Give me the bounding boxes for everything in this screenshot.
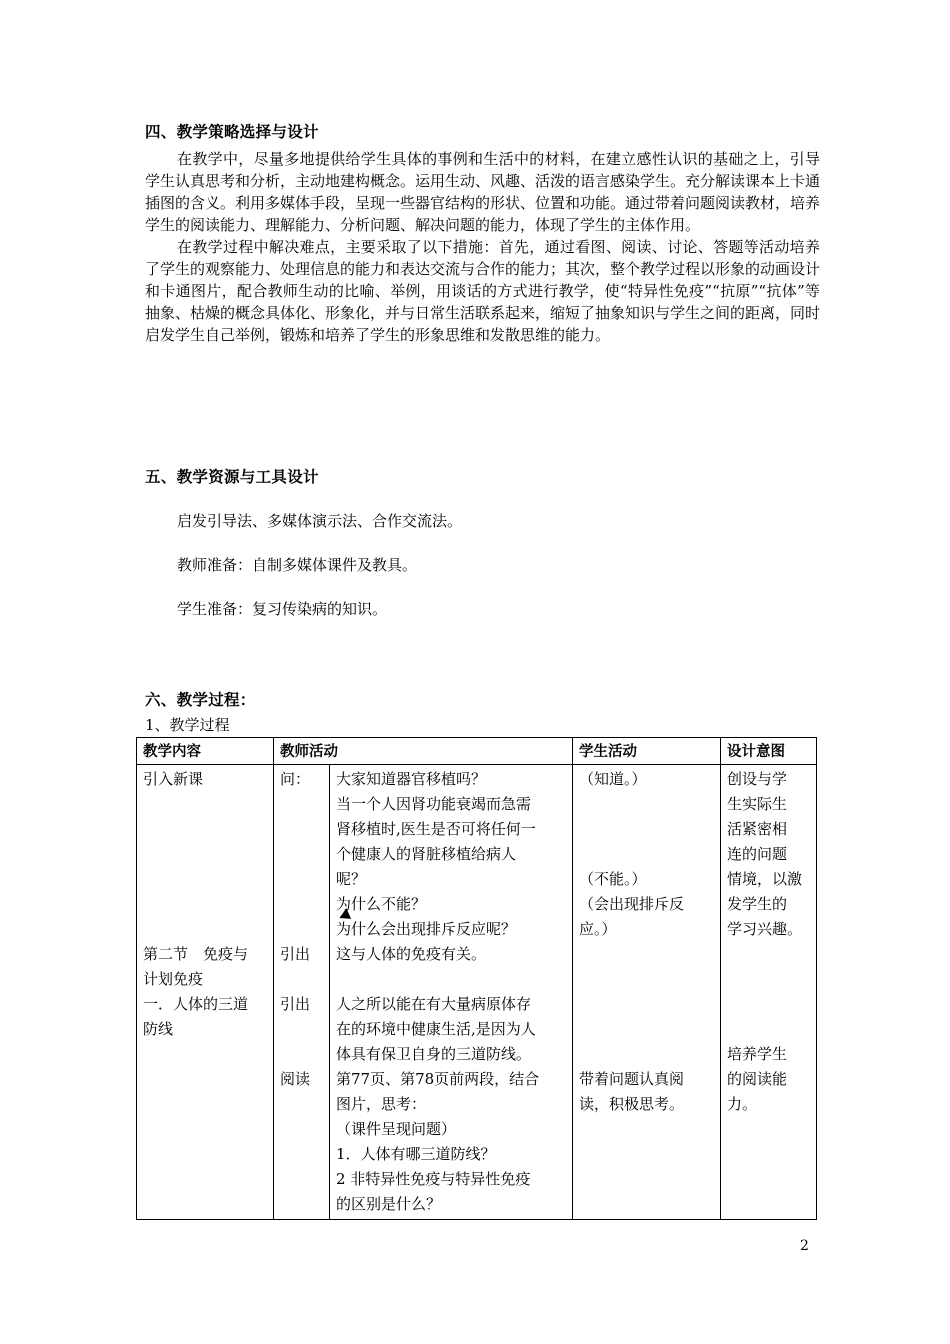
- cell-student-text: （知道。） （不能。） （会出现排斥反 应。） 带着问题认真阅 读，积极思考。: [579, 770, 685, 1113]
- table-row: [137, 765, 817, 1220]
- cell-student: [573, 765, 721, 1220]
- cell-teacher: [330, 765, 573, 1220]
- cell-action-text: 问： 引出 引出 阅读: [280, 770, 311, 1088]
- table-header-row: [137, 738, 817, 765]
- teaching-process-table: [136, 737, 817, 1220]
- cell-action: [274, 765, 330, 1220]
- cell-teacher-text: 大家知道器官移植吗？ 当一个人因肾功能衰竭而急需 肾移植时,医生是否可将任何一 个健康人的肾脏移植给病人 呢？ 为什么不能？ 为什么会出现排斥反应呢？ 这与人体的免疫有关。 人之所以能在有大量病原体存 在的环境中健康生活,是因为人 体具有保卫自身的三道防线。 第77页、第78页前两段，结合 图片，思考： （课件呈现问题） 1．人体有哪三道防线？ 2 非特异性免疫与特异性免疫 的区别是什么？: [336, 770, 540, 1213]
- section5-heading: 五、教学资源与工具设计: [145, 467, 319, 486]
- cell-intent-text: 创设与学 生实际生 活紧密相 连的问题 情境，以激 发学生的 学习兴趣。 培养学生 的阅读能 力。: [727, 770, 803, 1113]
- header-content: 教学内容: [137, 738, 274, 765]
- section6-heading: 六、教学过程：: [145, 690, 256, 709]
- cell-content-text: 引入新课 第二节 免疫与 计划免疫 一．人体的三道 防线: [143, 770, 249, 1038]
- header-teacher: 教师活动: [274, 738, 573, 765]
- section4-body: [145, 148, 820, 346]
- cell-intent: [721, 765, 817, 1220]
- section5-teacher-prep: 教师准备：自制多媒体课件及教具。: [177, 556, 418, 574]
- page-number: 2: [800, 1238, 809, 1254]
- header-student: 学生活动: [573, 738, 721, 765]
- section4-paragraph-2: 在教学过程中解决难点，主要采取了以下措施：首先，通过看图、阅读、讨论、答题等活动培养了学生的观察能力、处理信息的能力和表达交流与合作的能力；其次，整个教学过程以形象的动画设计和卡通图片，配合教师生动的比喻、举例，用谈话的方式进行教学，使“特异性免疫”“抗原”“抗体”等抽象、枯燥的概念具体化、形象化，并与日常生活联系起来，缩短了抽象知识与学生之间的距离，同时启发学生自己举例，锻炼和培养了学生的形象思维和发散思维的能力。: [145, 238, 821, 344]
- header-intent: 设计意图: [721, 738, 817, 765]
- section4-paragraph-1: 在教学中，尽量多地提供给学生具体的事例和生活中的材料，在建立感性认识的基础之上，引导学生认真思考和分析，主动地建构概念。运用生动、风趣、活泼的语言感染学生。充分解读课本上卡通插图的含义。利用多媒体手段，呈现一些器官结构的形状、位置和功能。通过带着问题阅读教材，培养学生的阅读能力、理解能力、分析问题、解决问题的能力，体现了学生的主体作用。: [145, 150, 821, 234]
- section6-subtitle: 1、教学过程: [145, 716, 230, 734]
- section5-methods: 启发引导法、多媒体演示法、合作交流法。: [177, 512, 463, 530]
- section5-student-prep: 学生准备：复习传染病的知识。: [177, 600, 388, 618]
- section4-heading: 四、教学策略选择与设计: [145, 122, 319, 141]
- cell-content: [137, 765, 274, 1220]
